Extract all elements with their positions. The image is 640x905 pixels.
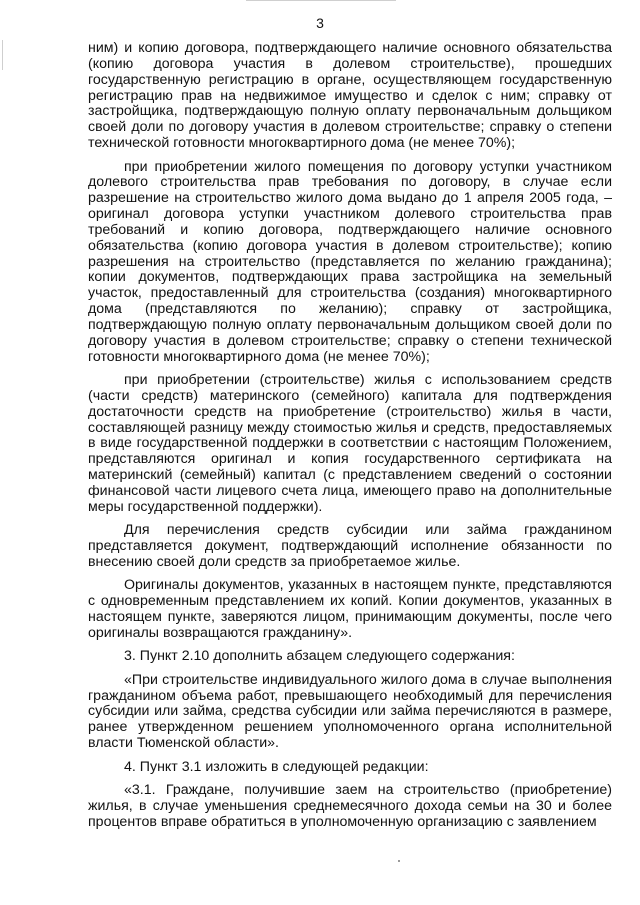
paragraph-assignment-rights: при приобретении жилого помещения по договору уступки участником долевого строительства прав требования по договору, в случае если разрешение на строительство жилого дома выдано до 1 апреля 2005 года, – оригинал договора уступки участником долевого строительства прав требований и копию договора, подтверждающего наличие основного обязательства (копию договора участия в долевом строительстве); копию разрешения на строительство (представляется по желанию гражданина); копии документов, подтверждающих права застройщика на земельный участок, предоставленный для строительства (создания) многоквартирного дома (представляются по желанию); справку от застройщика, подтверждающую полную оплату первоначальным дольщиком своей доли по договору участия в долевом строительстве; справку о степени технической готовности многоквартирного дома (не менее 70%); bbox=[88, 158, 612, 365]
paragraph-maternity-capital: при приобретении (строительстве) жилья с использованием средств (части средств) материнского (семейного) капитала для подтверждения достаточности средств на приобретение (строительство) жилья в части, составляющей разницу между стоимостью жилья и средств, предоставляемых в виде государственной поддержки в соответствии с настоящим Положением, представляются оригинал и копия государственного сертификата на материнский (семейный) капитал (с представлением сведений о состоянии финансовой части лицевого счета лица, имеющего право на дополнительные меры государственной поддержки). bbox=[88, 372, 612, 515]
paragraph-individual-house: «При строительстве индивидуального жилого дома в случае выполнения гражданином объема работ, превышающего необходимый для перечисления субсидии или займа, средства субсидии или займа перечисляются в размере, ранее утвержденном решением уполномоченного органа исполнительной власти Тюменской области». bbox=[88, 671, 612, 752]
paragraph-item-3: 3. Пункт 2.10 дополнить абзацем следующего содержания: bbox=[124, 648, 515, 665]
scan-artifact-top bbox=[246, 0, 396, 1]
page-number: 3 bbox=[316, 15, 324, 31]
scan-artifact-left bbox=[2, 40, 3, 70]
paragraph-originals-copies: Оригиналы документов, указанных в настоящем пункте, представляются с одновременным представлением их копий. Копии документов, указанных в настоящем пункте, заверяются лицом, принимающим документы, после чего оригиналы возвращаются гражданину». bbox=[88, 577, 612, 641]
paragraph-item-3-1: «3.1. Граждане, получившие заем на строительство (приобретение) жилья, в случае уменьшения среднемесячного дохода семьи на 30 и более процентов вправе обратиться в уполномоченную организацию с заявлением bbox=[88, 782, 612, 830]
scan-artifact-dot bbox=[398, 860, 400, 862]
paragraph-continuation: ним) и копию договора, подтверждающего наличие основного обязательства (копию договора участия в долевом строительстве), прошедших государственную регистрацию в органе, осуществляющем государственную регистрацию прав на недвижимое имущество и сделок с ним; справку от застройщика, подтверждающую полную оплату первоначальным дольщиком своей доли по договору участия в долевом строительстве; справку о степени технической готовности многоквартирного дома (не менее 70%); bbox=[88, 40, 612, 152]
paragraph-transfer-document: Для перечисления средств субсидии или займа гражданином представляется документ, подтверждающий исполнение обязанности по внесению своей доли средств за приобретаемое жилье. bbox=[88, 522, 612, 570]
document-body bbox=[88, 41, 612, 838]
paragraph-item-4: 4. Пункт 3.1 изложить в следующей редакции: bbox=[124, 758, 429, 775]
